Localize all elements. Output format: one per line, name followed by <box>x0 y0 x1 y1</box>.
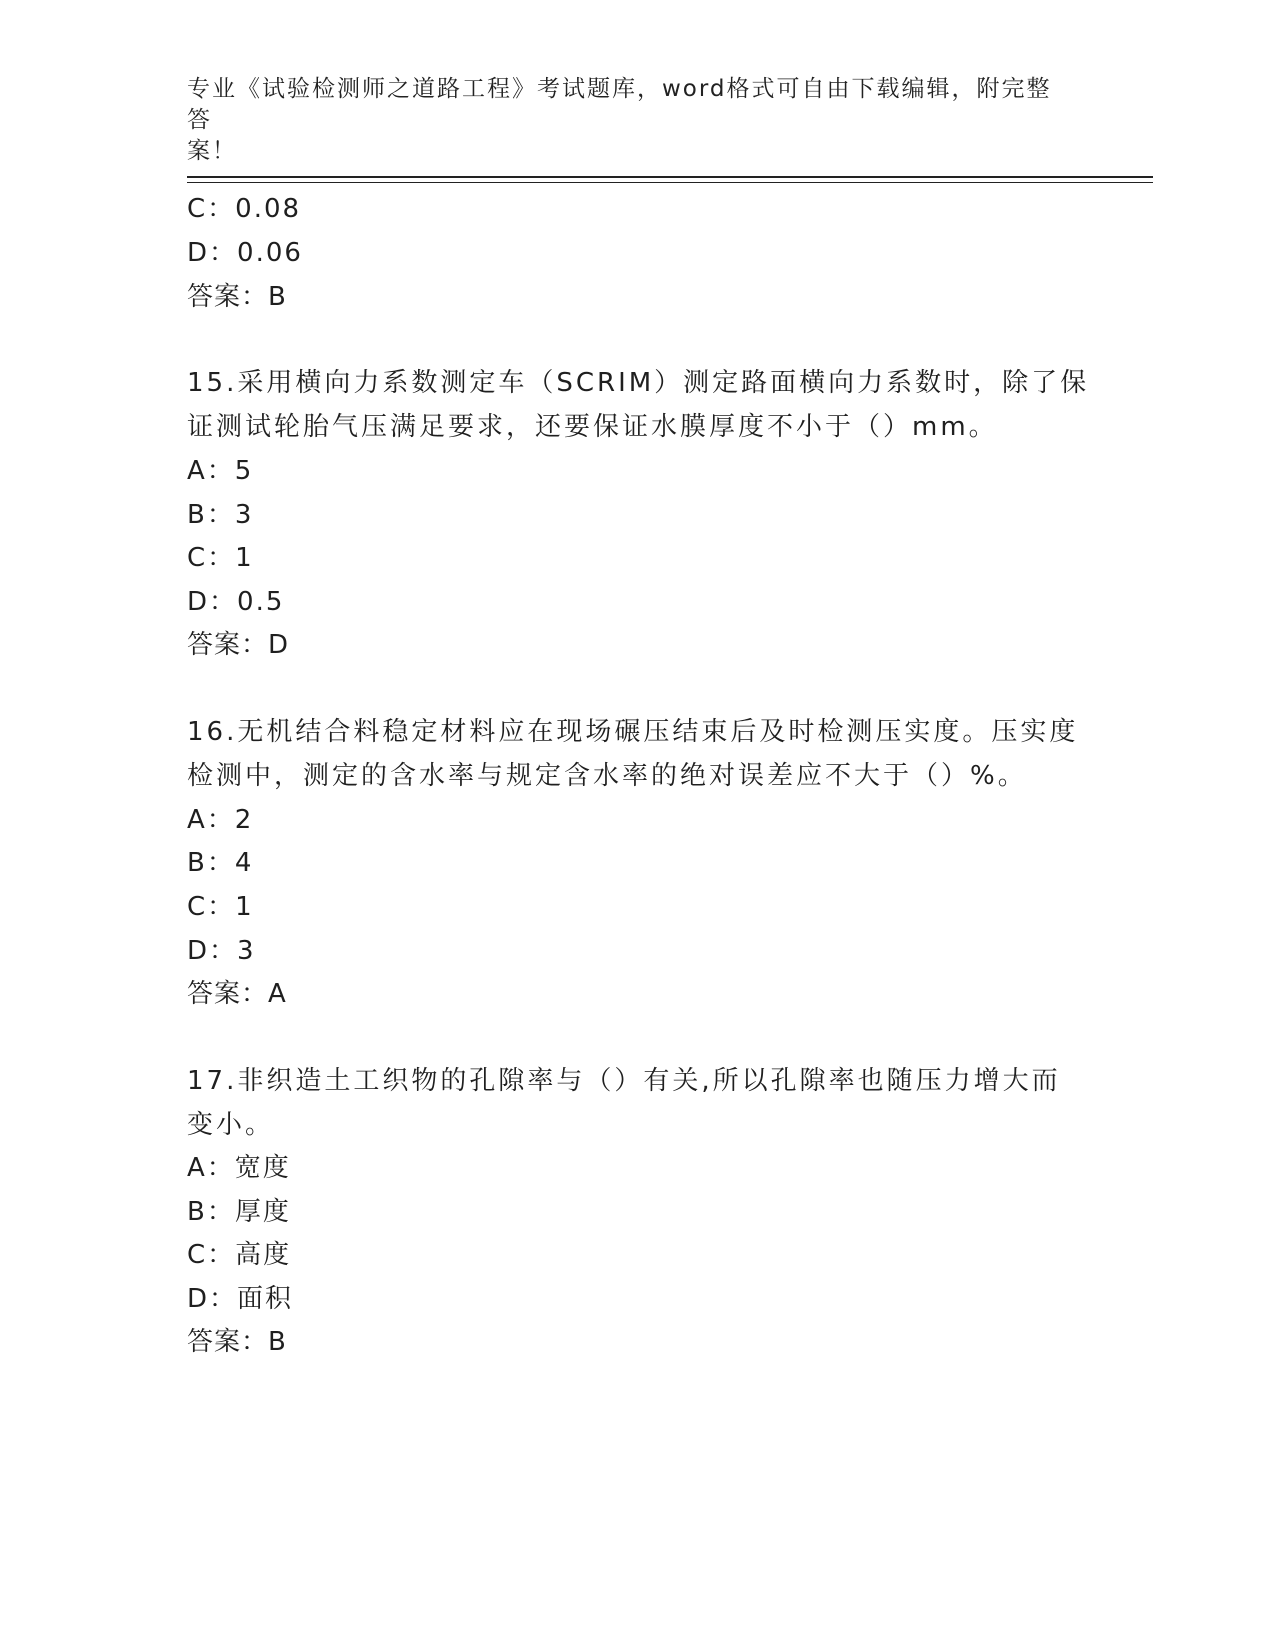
header-line-2: 案！ <box>187 138 237 164</box>
q15-option-d: D：0.5 <box>187 587 285 617</box>
header-rule-thick <box>187 176 1153 178</box>
q17-stem-line-2: 变小。 <box>187 1110 275 1140</box>
header-line-1: 专业《试验检测师之道路工程》考试题库，word格式可自由下载编辑，附完整答 <box>187 76 1052 133</box>
q15-option-b: B：3 <box>187 500 254 530</box>
q16-option-d: D：3 <box>187 936 256 966</box>
page-header <box>187 74 1067 167</box>
q14-option-c: C：0.08 <box>187 194 302 224</box>
q15-option-c: C：1 <box>187 543 254 573</box>
q17-option-a: A：宽度 <box>187 1153 291 1183</box>
q15-option-a: A：5 <box>187 456 254 486</box>
q16-answer: 答案：A <box>187 979 287 1009</box>
q17-option-d: D：面积 <box>187 1284 294 1314</box>
q14-answer: 答案：B <box>187 282 287 312</box>
q17-answer: 答案：B <box>187 1327 287 1357</box>
q16-stem-line-2: 检测中，测定的含水率与规定含水率的绝对误差应不大于（）%。 <box>187 761 1027 791</box>
q17-option-c: C：高度 <box>187 1240 292 1270</box>
header-rule-thin <box>187 182 1153 183</box>
q17-option-b: B：厚度 <box>187 1197 291 1227</box>
q15-answer: 答案：D <box>187 630 290 660</box>
q16-option-a: A：2 <box>187 805 254 835</box>
q14-option-d: D：0.06 <box>187 238 303 268</box>
q16-stem-line-1: 16.无机结合料稳定材料应在现场碾压结束后及时检测压实度。压实度 <box>187 717 1079 747</box>
q15-stem-line-2: 证测试轮胎气压满足要求，还要保证水膜厚度不小于（）mm。 <box>187 412 998 442</box>
q16-option-c: C：1 <box>187 892 254 922</box>
q17-stem-line-1: 17.非织造土工织物的孔隙率与（）有关,所以孔隙率也随压力增大而 <box>187 1066 1061 1096</box>
q15-stem-line-1: 15.采用横向力系数测定车（SCRIM）测定路面横向力系数时，除了保 <box>187 368 1090 398</box>
q16-option-b: B：4 <box>187 848 254 878</box>
